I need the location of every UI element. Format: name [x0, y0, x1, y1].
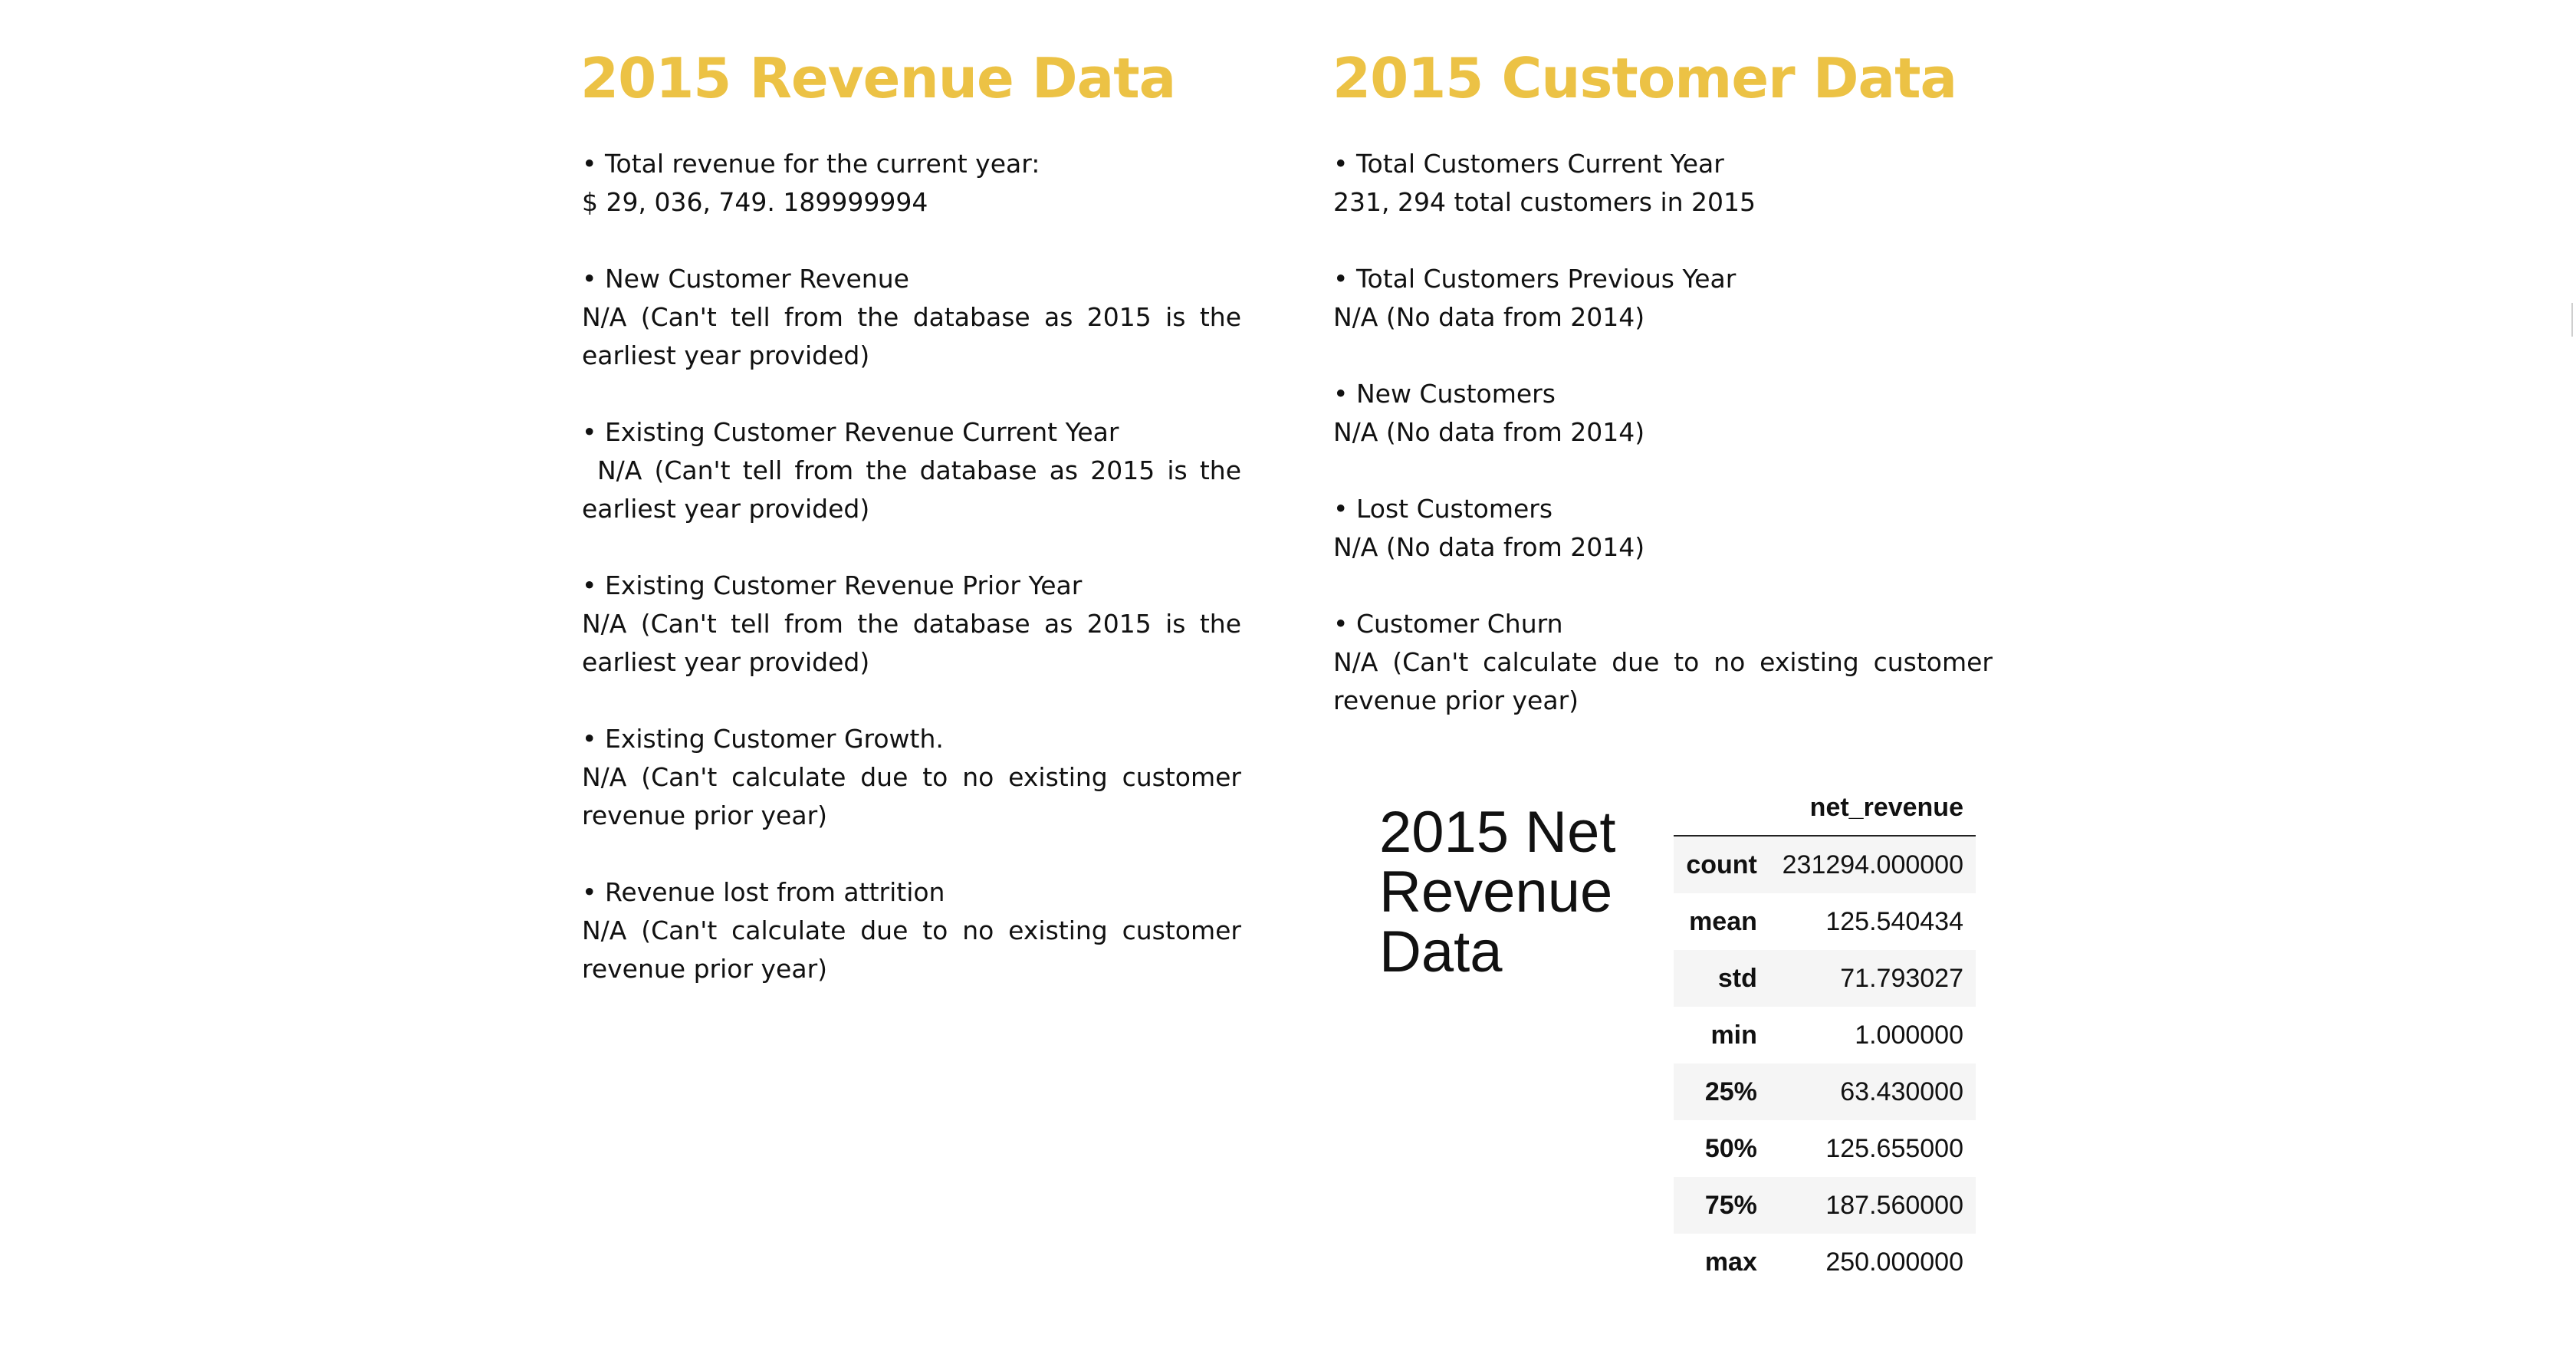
item-title: • Customer Churn	[1333, 609, 1563, 639]
row-label: count	[1686, 850, 1757, 879]
row-label: mean	[1689, 906, 1757, 936]
row-value: 187.560000	[1825, 1190, 1963, 1220]
table-row	[1674, 1120, 1976, 1177]
net-revenue-title: 2015 Net Revenue Data	[1379, 800, 1616, 984]
row-value: 125.540434	[1825, 906, 1963, 936]
row-label: std	[1717, 963, 1757, 993]
item-title: • Existing Customer Revenue Prior Year	[582, 570, 1083, 600]
table-row	[1674, 1007, 1976, 1063]
customer-list	[1333, 145, 1993, 758]
revenue-new-customer-item	[582, 260, 1241, 375]
item-value: N/A (Can't tell from the database as 2015 is the earliest year provided)	[582, 609, 1241, 677]
row-value: 63.430000	[1840, 1077, 1963, 1106]
table-row	[1674, 1177, 1976, 1234]
row-label: 50%	[1704, 1133, 1757, 1163]
row-label: min	[1710, 1020, 1757, 1050]
net-revenue-stats-table	[1674, 780, 1976, 1290]
revenue-list	[582, 145, 1241, 1027]
item-value: N/A (Can't tell from the database as 2015 is the earliest year provided)	[582, 302, 1241, 370]
item-title: • Total Customers Previous Year	[1333, 264, 1737, 294]
revenue-existing-current-item	[582, 413, 1241, 528]
row-value: 231294.000000	[1782, 850, 1963, 879]
item-value: N/A (No data from 2014)	[1333, 417, 1645, 447]
item-value: N/A (Can't calculate due to no existing customer revenue prior year)	[582, 915, 1241, 984]
row-label: 25%	[1704, 1077, 1757, 1106]
revenue-existing-prior-item	[582, 567, 1241, 682]
item-value: N/A (Can't calculate due to no existing customer revenue prior year)	[582, 762, 1241, 830]
item-title: • New Customer Revenue	[582, 264, 909, 294]
item-title: • New Customers	[1333, 379, 1556, 409]
table-row	[1674, 836, 1976, 893]
customer-heading: 2015 Customer Data	[1332, 46, 1957, 110]
item-value: 231, 294 total customers in 2015	[1333, 187, 1756, 217]
revenue-growth-item	[582, 720, 1241, 835]
table-row	[1674, 1063, 1976, 1120]
revenue-attrition-item	[582, 873, 1241, 988]
row-label: max	[1704, 1247, 1757, 1277]
row-value: 250.000000	[1825, 1247, 1963, 1277]
item-value: N/A (Can't tell from the database as 2015 is the earliest year provided)	[582, 455, 1241, 524]
customer-new-item	[1333, 375, 1993, 452]
table-corner-cell	[1674, 780, 1769, 836]
table-row	[1674, 1234, 1976, 1290]
row-value: 71.793027	[1840, 963, 1963, 993]
row-value: 1.000000	[1855, 1020, 1963, 1050]
customer-churn-item	[1333, 605, 1993, 720]
column-header: net_revenue	[1769, 780, 1976, 836]
revenue-total-item	[582, 145, 1241, 222]
item-title: • Existing Customer Revenue Current Year	[582, 417, 1119, 447]
scrollbar-edge-mark	[2571, 303, 2573, 337]
item-value: N/A (No data from 2014)	[1333, 532, 1645, 562]
item-title: • Existing Customer Growth.	[582, 724, 944, 754]
table-row	[1674, 950, 1976, 1007]
table-header-row	[1674, 780, 1976, 836]
item-title: • Lost Customers	[1333, 494, 1553, 524]
row-value: 125.655000	[1825, 1133, 1963, 1163]
item-title: • Revenue lost from attrition	[582, 877, 945, 907]
item-value: $ 29, 036, 749. 189999994	[582, 187, 928, 217]
customer-total-previous-item	[1333, 260, 1993, 337]
item-title: • Total Customers Current Year	[1333, 149, 1724, 179]
customer-total-current-item	[1333, 145, 1993, 222]
revenue-heading: 2015 Revenue Data	[580, 46, 1176, 110]
item-value: N/A (Can't calculate due to no existing customer revenue prior year)	[1333, 647, 1993, 715]
row-label: 75%	[1704, 1190, 1757, 1220]
customer-lost-item	[1333, 490, 1993, 567]
item-value: N/A (No data from 2014)	[1333, 302, 1645, 332]
item-title: • Total revenue for the current year:	[582, 149, 1040, 179]
table-row	[1674, 893, 1976, 950]
